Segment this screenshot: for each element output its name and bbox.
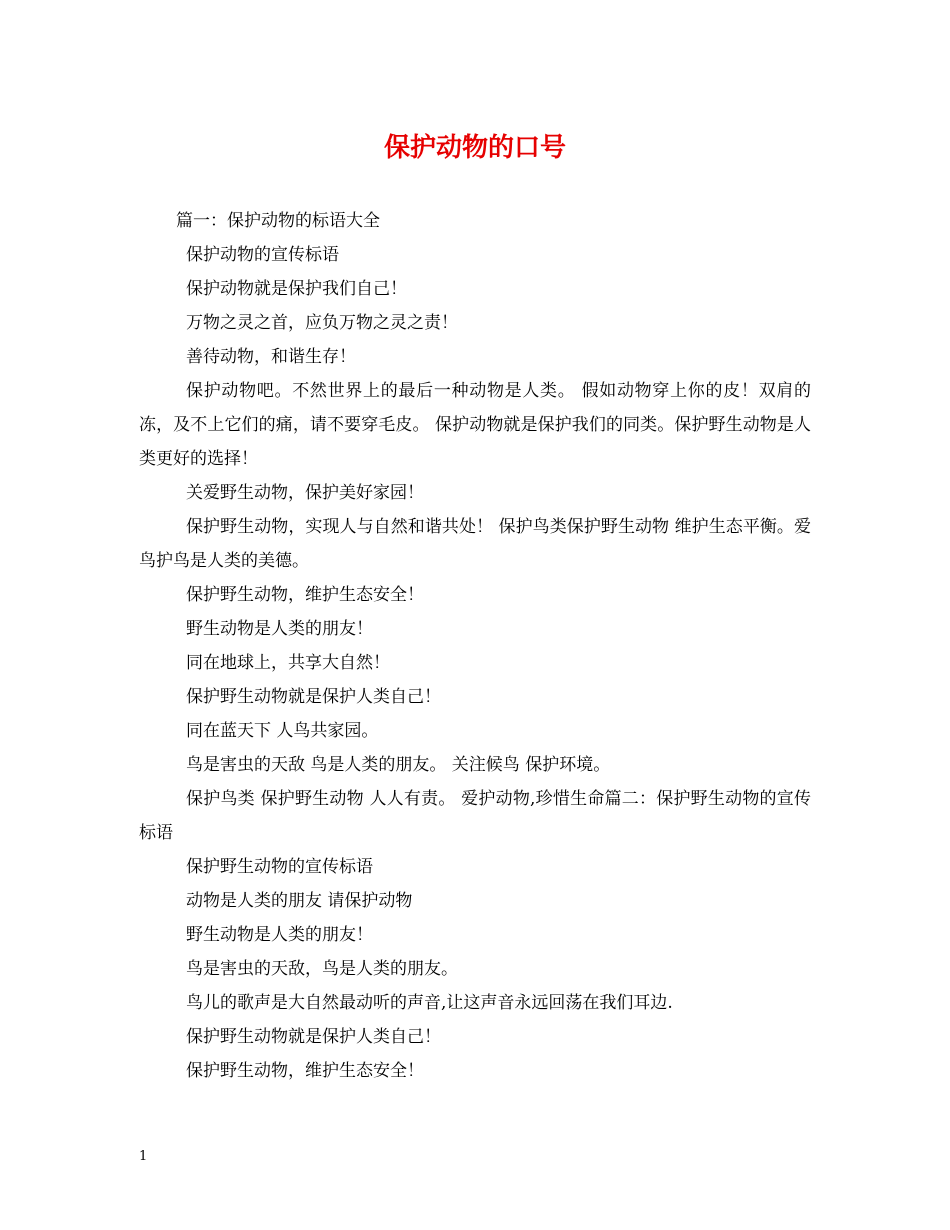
paragraph: 关爱野生动物，保护美好家园！ [186, 483, 424, 503]
paragraph: 鸟是害虫的天敌 鸟是人类的朋友。 关注候鸟 保护环境。 [186, 755, 611, 775]
section-heading: 篇一：保护动物的标语大全 [176, 211, 380, 231]
paragraph: 保护动物就是保护我们自己！ [186, 279, 407, 299]
page-number: 1 [139, 1149, 148, 1164]
paragraph: 保护野生动物，维护生态安全！ [186, 1061, 424, 1081]
paragraph: 保护野生动物，维护生态安全！ [186, 585, 424, 605]
paragraph: 保护动物吧。不然世界上的最后一种动物是人类。 假如动物穿上你的皮！双肩的冻，及不上它们的痛，请不要穿毛皮。 保护动物就是保护我们的同类。保护野生动物是人类更好的选择！ [139, 381, 811, 469]
paragraph: 万物之灵之首，应负万物之灵之责！ [186, 313, 458, 333]
paragraph: 同在蓝天下 人鸟共家园。 [186, 721, 379, 741]
paragraph: 野生动物是人类的朋友！ [186, 619, 373, 639]
paragraph: 同在地球上，共享大自然！ [186, 653, 390, 673]
paragraph: 保护动物的宣传标语 [186, 245, 339, 265]
paragraph: 鸟是害虫的天敌，鸟是人类的朋友。 [186, 959, 458, 979]
paragraph: 保护野生动物就是保护人类自己！ [186, 1027, 441, 1047]
paragraph: 保护野生动物，实现人与自然和谐共处！ 保护鸟类保护野生动物 维护生态平衡。爱鸟护鸟是人类的美德。 [139, 517, 811, 571]
paragraph: 保护野生动物就是保护人类自己！ [186, 687, 441, 707]
document-body [139, 204, 811, 1088]
paragraph: 保护野生动物的宣传标语 [186, 857, 373, 877]
paragraph: 善待动物，和谐生存！ [186, 347, 356, 367]
paragraph: 保护鸟类 保护野生动物 人人有责。 爱护动物,珍惜生命篇二：保护野生动物的宣传标语 [139, 789, 811, 843]
paragraph: 野生动物是人类的朋友！ [186, 925, 373, 945]
document-title: 保护动物的口号 [383, 133, 566, 163]
paragraph: 动物是人类的朋友 请保护动物 [186, 891, 413, 911]
paragraph: 鸟儿的歌声是大自然最动听的声音,让这声音永远回荡在我们耳边. [186, 993, 673, 1013]
